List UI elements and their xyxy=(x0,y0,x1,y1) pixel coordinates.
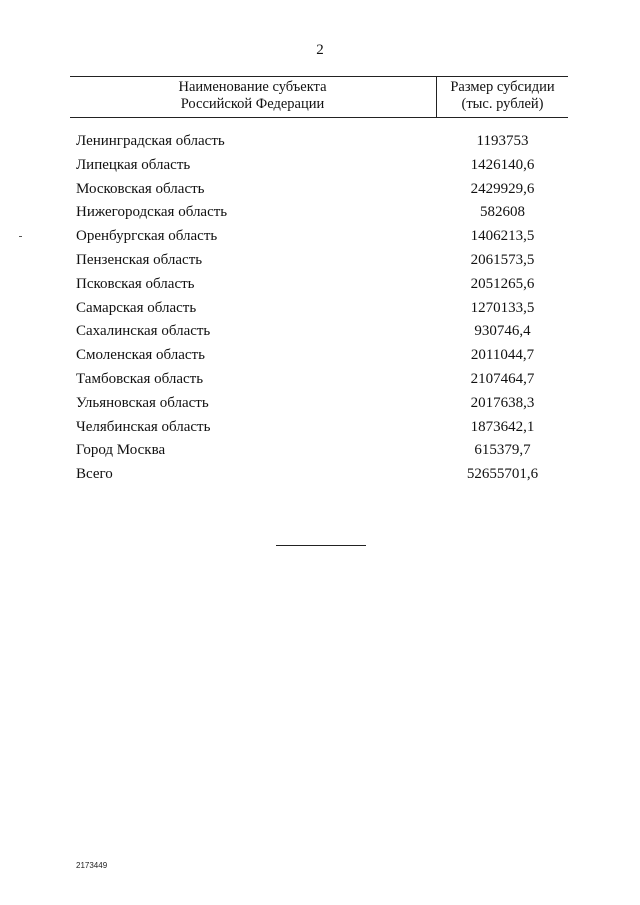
row-subsidy-amount: 2061573,5 xyxy=(470,251,535,268)
table-row xyxy=(76,369,568,393)
row-subject-name: Псковская область xyxy=(76,275,195,292)
row-subsidy-amount: 615379,7 xyxy=(474,442,531,459)
row-subject-name: Город Москва xyxy=(76,442,166,459)
row-subsidy-amount: 2429929,6 xyxy=(470,180,535,197)
row-subject-name: Сахалинская область xyxy=(76,323,211,340)
column-header-amount-line1: Размер субсидии xyxy=(450,79,555,95)
column-header-subject-line1: Наименование субъекта xyxy=(178,79,327,95)
row-subsidy-amount: 930746,4 xyxy=(474,323,531,340)
table-row-total xyxy=(76,464,568,488)
table-row xyxy=(76,298,568,322)
table-row xyxy=(76,155,568,179)
row-subject-name: Нижегородская область xyxy=(76,204,228,221)
row-subject-name: Московская область xyxy=(76,180,205,197)
table-row xyxy=(76,131,568,155)
row-subsidy-amount: 2011044,7 xyxy=(470,347,535,364)
row-subject-name: Челябинская область xyxy=(76,418,211,435)
margin-mark xyxy=(19,236,22,237)
table-row xyxy=(76,345,568,369)
row-subsidy-amount: 582608 xyxy=(480,204,525,221)
row-subject-name: Ленинградская область xyxy=(76,133,225,149)
end-rule xyxy=(276,545,366,546)
row-subsidy-amount: 1270133,5 xyxy=(470,299,535,316)
column-header-subject xyxy=(70,79,435,113)
table-row xyxy=(76,440,568,464)
table-row xyxy=(76,226,568,250)
column-header-subject-line2: Российской Федерации xyxy=(180,96,325,112)
table-row xyxy=(76,274,568,298)
table-header xyxy=(70,76,568,118)
row-subject-name: Липецкая область xyxy=(76,156,191,173)
row-subsidy-amount: 2051265,6 xyxy=(470,275,535,292)
row-subject-name: Тамбовская область xyxy=(76,370,204,387)
table-row xyxy=(76,179,568,203)
row-subsidy-amount: 1873642,1 xyxy=(470,418,535,435)
table-body xyxy=(76,131,568,488)
row-subject-name: Самарская область xyxy=(76,299,197,316)
column-header-amount xyxy=(437,79,568,113)
column-header-amount-line2: (тыс. рублей) xyxy=(461,96,544,112)
row-subject-name: Ульяновская область xyxy=(76,394,209,411)
table-row xyxy=(76,393,568,417)
row-subsidy-amount: 2107464,7 xyxy=(470,370,535,387)
row-subject-name: Оренбургская область xyxy=(76,228,218,245)
table-row xyxy=(76,250,568,274)
row-total-amount: 52655701,6 xyxy=(466,466,539,483)
table-row xyxy=(76,417,568,441)
table-row xyxy=(76,202,568,226)
row-total-label: Всего xyxy=(76,466,113,483)
row-subject-name: Смоленская область xyxy=(76,347,205,364)
document-code: 2173449 xyxy=(76,861,108,870)
row-subject-name: Пензенская область xyxy=(76,251,203,268)
row-subsidy-amount: 1193753 xyxy=(476,133,529,149)
row-subsidy-amount: 1406213,5 xyxy=(470,228,535,245)
table-row xyxy=(76,321,568,345)
row-subsidy-amount: 1426140,6 xyxy=(470,156,535,173)
page-number: 2 xyxy=(316,42,324,58)
row-subsidy-amount: 2017638,3 xyxy=(470,394,535,411)
